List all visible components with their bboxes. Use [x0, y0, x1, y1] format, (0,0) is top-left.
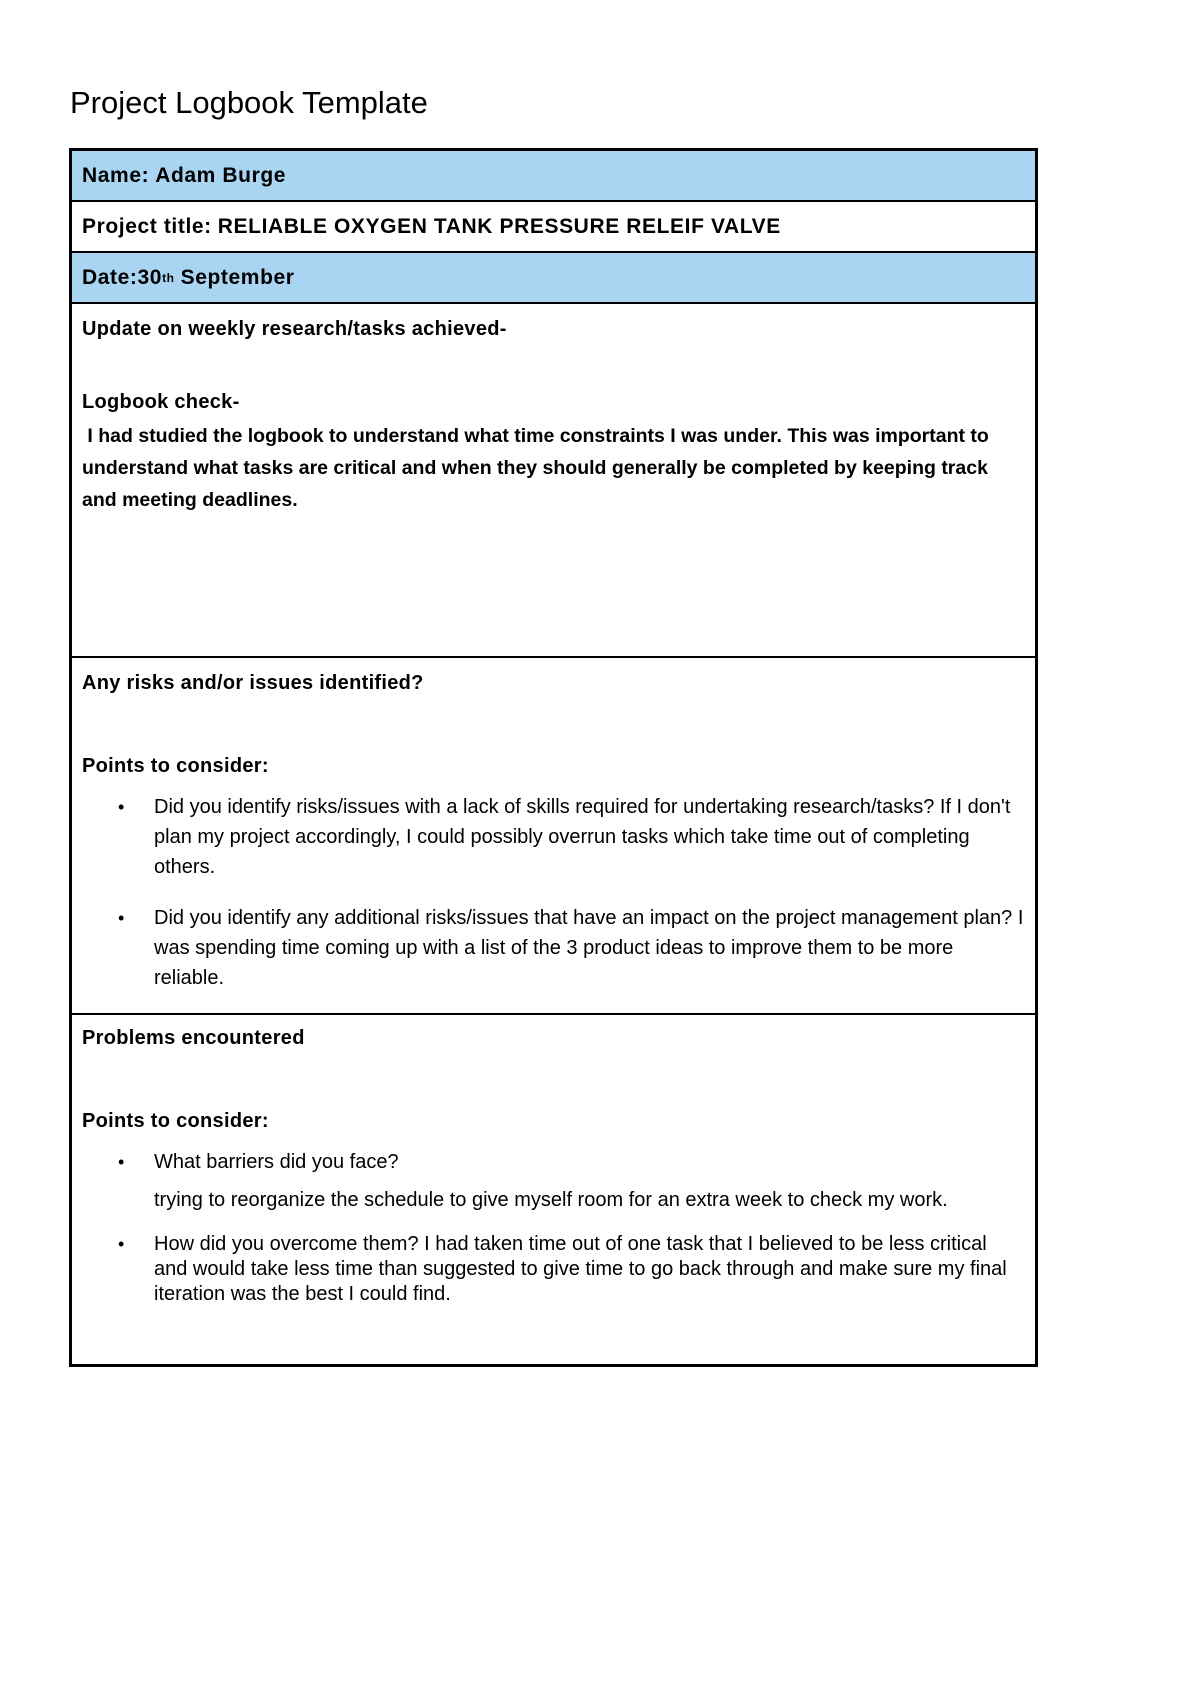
project-title-row	[72, 202, 1035, 253]
problems-bullet-list	[82, 1147, 1025, 1307]
date-month: September	[180, 265, 295, 289]
list-item	[82, 1147, 1025, 1177]
project-title-label: Project title:	[82, 214, 212, 238]
date-day: 30	[137, 265, 163, 289]
name-row	[72, 151, 1035, 202]
date-row: Date: 30 th September	[72, 253, 1035, 304]
name-value: Adam Burge	[155, 163, 287, 187]
page-title: Project Logbook Template	[70, 85, 428, 120]
risks-bullet-text: Did you identify any additional risks/issues that have an impact on the project management plan? I was spending time coming up with a list of the 3 product ideas to improve them to be more reliable.	[154, 907, 1024, 989]
barriers-question: What barriers did you face?	[154, 1151, 399, 1173]
update-section	[72, 318, 1035, 658]
list-item-answer	[82, 1188, 1025, 1213]
risks-points-label: Points to consider:	[82, 755, 269, 777]
list-item	[82, 792, 1025, 882]
risks-bullet-list	[82, 792, 1025, 993]
bullet-icon: •	[118, 1152, 125, 1172]
problems-heading: Problems encountered	[82, 1027, 305, 1049]
project-title-value: RELIABLE OXYGEN TANK PRESSURE RELEIF VALVE	[217, 214, 781, 238]
risks-section	[72, 672, 1035, 1015]
logbook-check-heading: Logbook check-	[82, 391, 240, 413]
problems-section	[72, 1027, 1035, 1364]
risks-bullet-text: Did you identify risks/issues with a lack of skills required for undertaking research/tasks? If I don't plan my project accordingly, I could possibly overrun tasks which take time out of completing others.	[154, 796, 1011, 878]
list-item	[82, 903, 1025, 993]
bullet-icon: •	[118, 908, 125, 928]
bullet-icon: •	[118, 797, 125, 817]
update-body: I had studied the logbook to understand what time constraints I was under. This was important to understand what tasks are critical and when they should generally be completed by keeping track and meeting deadlines.	[82, 425, 995, 511]
list-item	[82, 1232, 1025, 1307]
logbook-table	[69, 148, 1038, 1367]
bullet-icon: •	[118, 1234, 125, 1254]
risks-heading: Any risks and/or issues identified?	[82, 672, 424, 694]
barriers-answer: trying to reorganize the schedule to give myself room for an extra week to check my work.	[154, 1189, 948, 1211]
problems-points-label: Points to consider:	[82, 1110, 269, 1132]
name-label: Name:	[82, 163, 150, 187]
update-heading: Update on weekly research/tasks achieved-	[82, 318, 507, 340]
date-label: Date:	[82, 265, 138, 289]
overcome-text: How did you overcome them? I had taken time out of one task that I believed to be less critical and would take less time than suggested to give time to go back through and make sure my final iteration was the best I could find.	[154, 1233, 1007, 1305]
